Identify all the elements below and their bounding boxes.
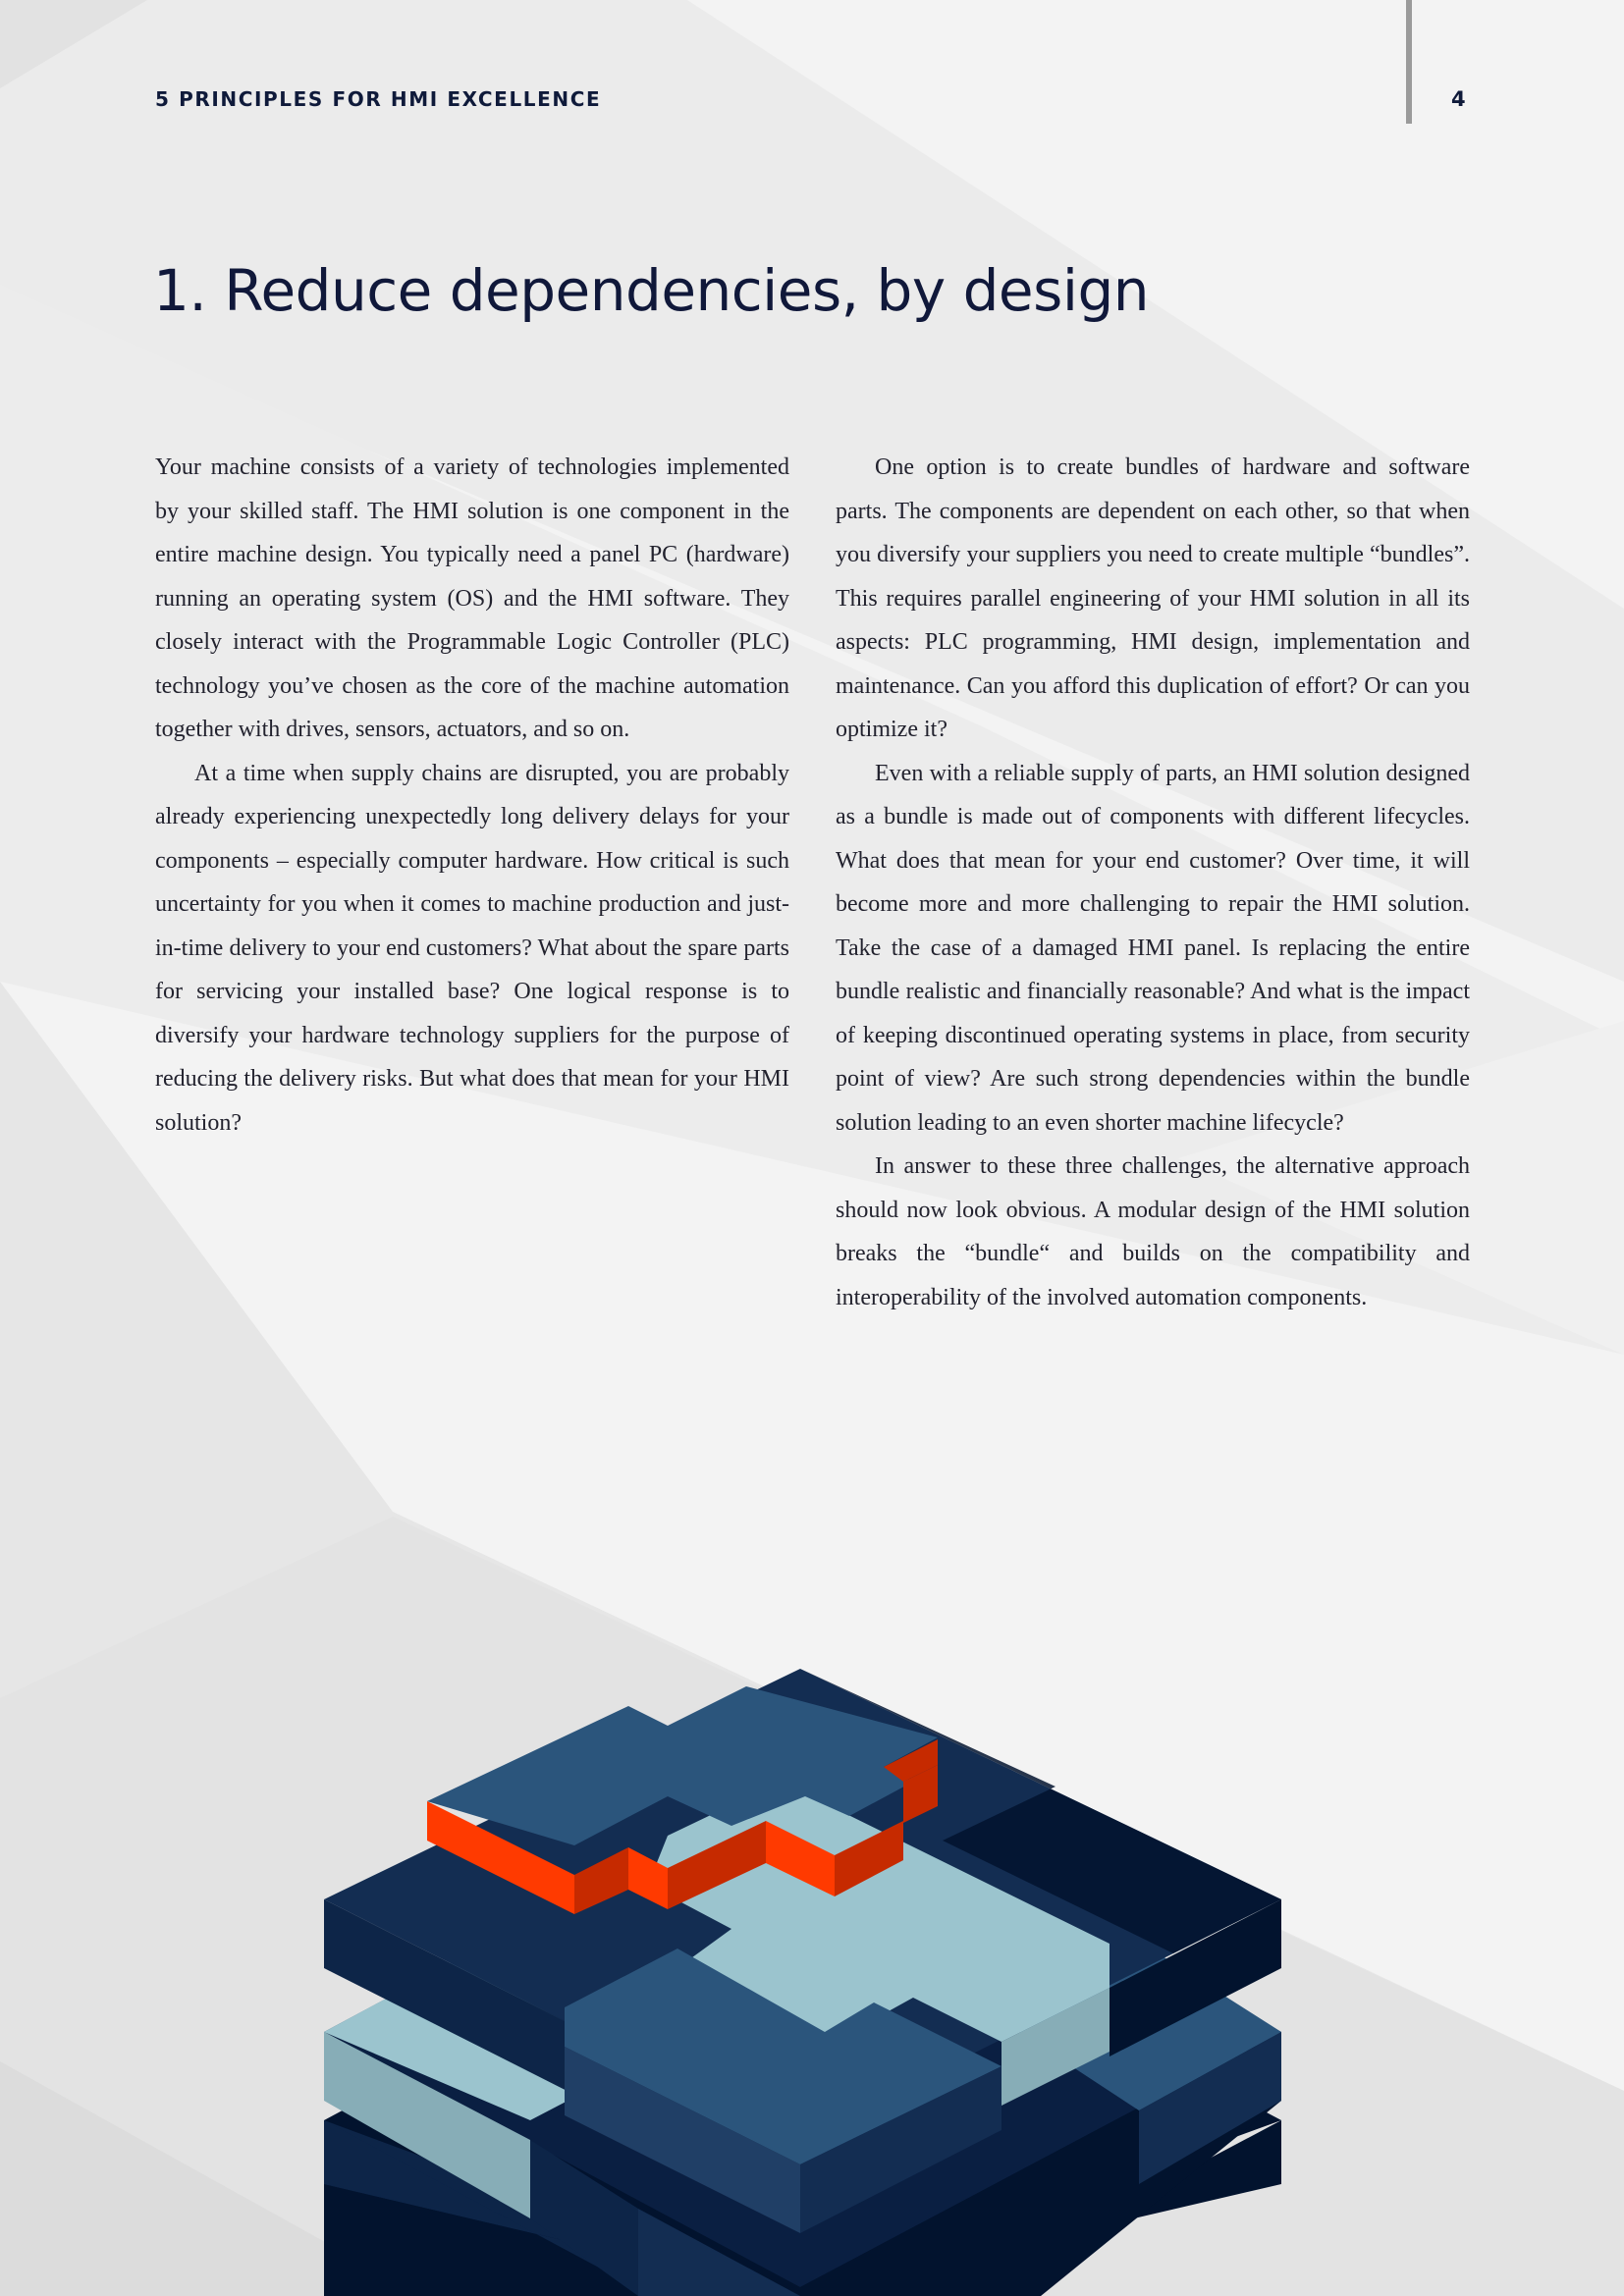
body-column-left (155, 446, 789, 1145)
paragraph: Your machine consists of a variety of technologies implemented by your skilled staff. The HMI solution is one component in the entire machine design. You typically need a panel PC (hardware) running an operating system (OS) and the HMI software. They closely interact with the Programmable Logic Controller (PLC) technology you’ve chosen as the core of the machine automation together with drives, sensors, actuators, and so on. (155, 454, 789, 742)
running-header-title: 5 PRINCIPLES FOR HMI EXCELLENCE (155, 87, 602, 111)
paragraph: One option is to create bundles of hardware and software parts. The components are dependent on each other, so that when you diversify your suppliers you need to create multiple “bundles”. This requires parallel engineering of your HMI solution in all its aspects: PLC programming, HMI design, implementation and maintenance. Can you afford this duplication of effort? Or can you optimize it? (836, 454, 1470, 742)
isometric-modular-blocks-illustration (314, 1659, 1296, 2296)
header-divider-rule (1406, 0, 1412, 124)
paragraph: At a time when supply chains are disrupted, you are probably already experiencing unexpectedly long delivery delays for your components – especially computer hardware. How critical is such uncertainty for you when it comes to machine production and just-in-time delivery to your end customers? What about the spare parts for servicing your installed base? One logical response is to diversify your hardware technology suppliers for the purpose of reducing the delivery risks. But what does that mean for your HMI solution? (155, 760, 789, 1136)
body-column-right (836, 446, 1470, 1319)
paragraph: In answer to these three challenges, the alternative approach should now look obvious. A modular design of the HMI solution breaks the “bundle“ and builds on the compatibility and interoperability of the involved automation components. (836, 1153, 1470, 1310)
section-title: 1. Reduce dependencies, by design (153, 257, 1150, 324)
paragraph: Even with a reliable supply of parts, an HMI solution designed as a bundle is made out of components with different lifecycles. What does that mean for your end customer? Over time, it will become more and more challenging to repair the HMI solution. Take the case of a damaged HMI panel. Is replacing the entire bundle realistic and financially reasonable? And what is the impact of keeping discontinued operating systems in place, from security point of view? Are such strong dependencies within the bundle solution leading to an even shorter machine lifecycle? (836, 760, 1470, 1136)
page-number: 4 (1451, 87, 1466, 111)
